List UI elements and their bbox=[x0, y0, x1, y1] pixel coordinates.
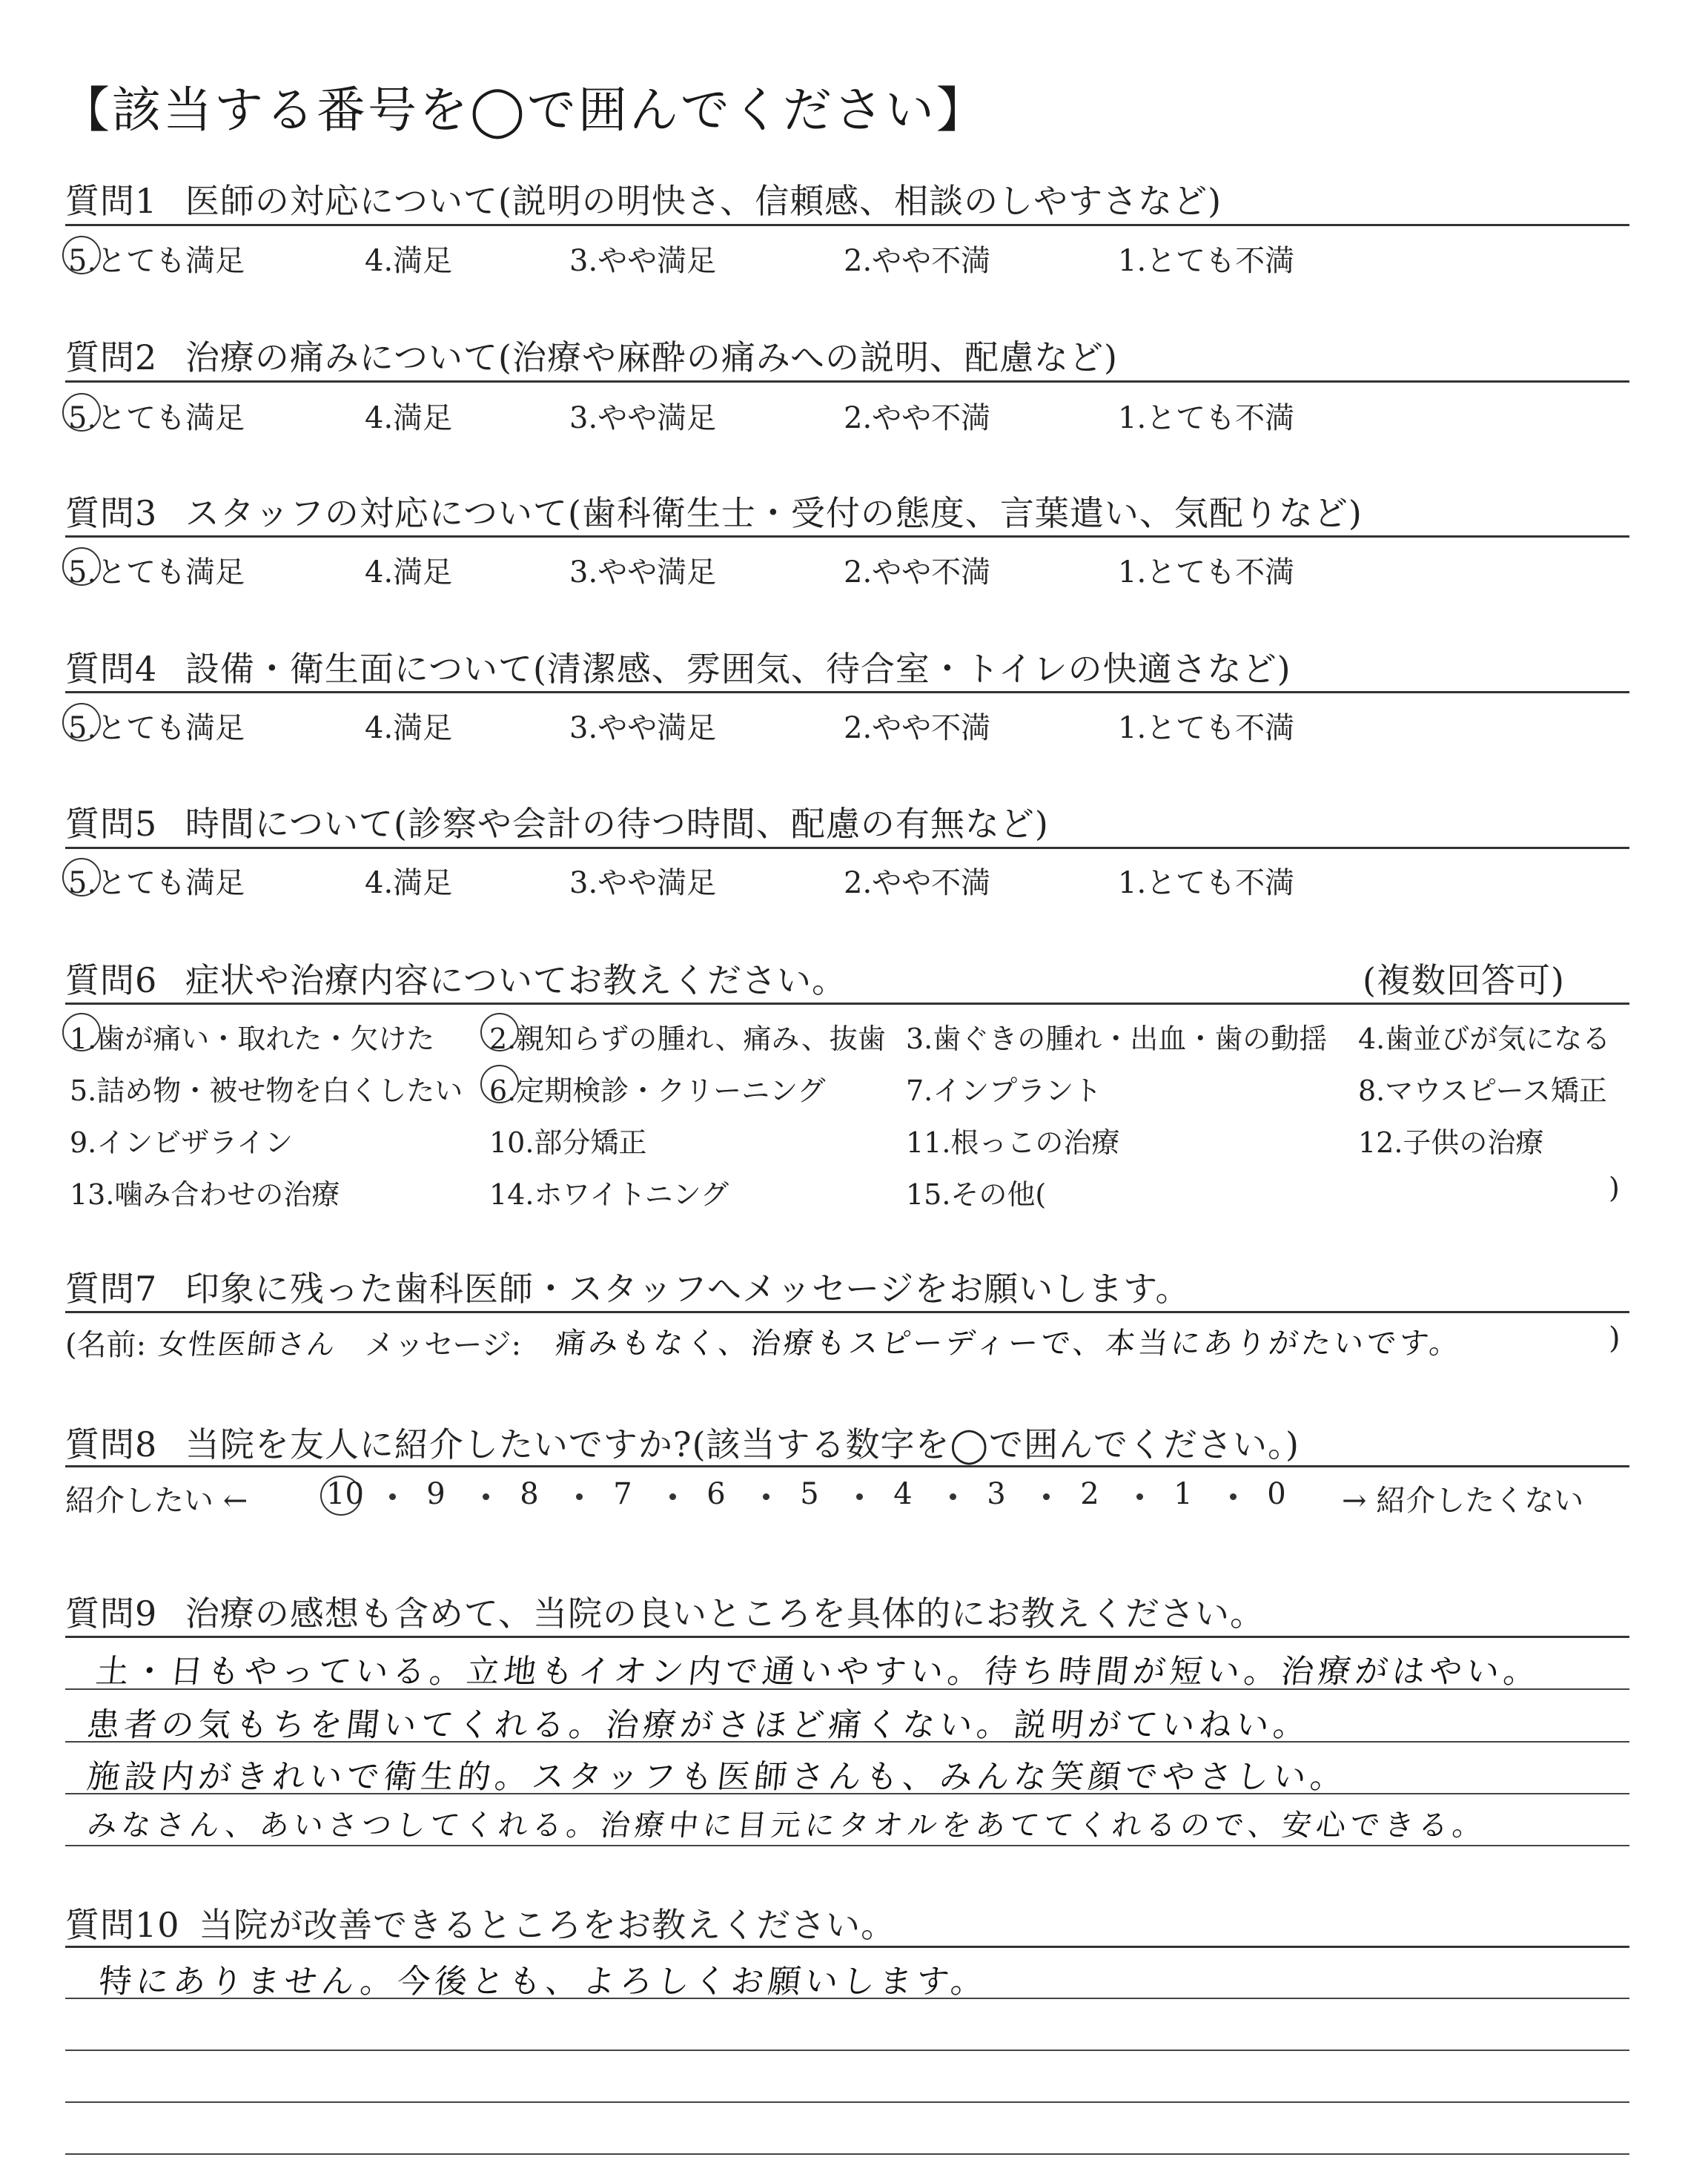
question-10-rule bbox=[65, 1946, 1629, 1948]
q6-option-12[interactable]: 12.子供の治療 bbox=[1358, 1126, 1544, 1159]
q1-option-4[interactable]: 4.満足 bbox=[365, 244, 453, 278]
q1-option-1[interactable]: 1.とても不満 bbox=[1118, 244, 1295, 278]
q8-scale-0[interactable]: 0 bbox=[1267, 1477, 1286, 1511]
q5-option-2[interactable]: 2.やや不満 bbox=[844, 866, 991, 900]
question-7-label: 質問7 bbox=[65, 1269, 158, 1309]
q2-option-4[interactable]: 4.満足 bbox=[365, 401, 453, 435]
q6-option-5[interactable]: 5.詰め物・被せ物を白くしたい bbox=[70, 1074, 463, 1107]
q6-option-14[interactable]: 14.ホワイトニング bbox=[489, 1178, 729, 1211]
q6-option-2[interactable]: 2.親知らずの腫れ、痛み、抜歯 bbox=[489, 1023, 886, 1055]
q8-scale-4[interactable]: 4 bbox=[893, 1477, 913, 1511]
q8-scale-8[interactable]: 8 bbox=[520, 1477, 539, 1511]
q8-scale-7[interactable]: 7 bbox=[613, 1477, 632, 1511]
question-3-text: スタッフの対応について(歯科衛生士・受付の態度、言葉遣い、気配りなど) bbox=[185, 493, 1363, 533]
q8-scale-separator bbox=[483, 1493, 489, 1500]
question-7-rule bbox=[65, 1311, 1629, 1313]
question-9-label: 質問9 bbox=[65, 1593, 158, 1634]
q6-option-1[interactable]: 1.歯が痛い・取れた・欠けた bbox=[70, 1023, 435, 1055]
q6-option-10[interactable]: 10.部分矯正 bbox=[489, 1126, 647, 1159]
q8-scale-9[interactable]: 9 bbox=[426, 1477, 446, 1511]
question-4-text: 設備・衛生面について(清潔感、雰囲気、待合室・トイレの快適さなど) bbox=[185, 649, 1291, 689]
q2-option-3[interactable]: 3.やや満足 bbox=[569, 401, 717, 435]
q6-option-8[interactable]: 8.マウスピース矯正 bbox=[1358, 1074, 1607, 1107]
q8-scale-6[interactable]: 6 bbox=[706, 1477, 726, 1511]
question-7-heading bbox=[65, 1262, 1191, 1311]
q3-option-1[interactable]: 1.とても不満 bbox=[1118, 555, 1295, 589]
question-3-rule bbox=[65, 535, 1629, 538]
q3-option-3[interactable]: 3.やや満足 bbox=[569, 555, 717, 589]
q7-message-label: メッセージ: bbox=[365, 1328, 522, 1362]
q6-option-4[interactable]: 4.歯並びが気になる bbox=[1358, 1023, 1611, 1055]
q9-answer-line-4[interactable]: みなさん、あいさつしてくれる。治療中に目元にタオルをあててくれるので、安心できる。 bbox=[85, 1809, 1489, 1843]
q6-option-9[interactable]: 9.インビザライン bbox=[70, 1126, 294, 1159]
q5-option-5[interactable]: 5.とても満足 bbox=[68, 866, 245, 900]
q5-option-4[interactable]: 4.満足 bbox=[365, 866, 453, 900]
question-9-heading bbox=[65, 1587, 1265, 1636]
question-1-label: 質問1 bbox=[65, 181, 158, 221]
q9-line-4 bbox=[65, 1845, 1629, 1846]
question-8-heading bbox=[65, 1418, 1300, 1467]
q7-name-label: (名前: bbox=[65, 1328, 147, 1362]
question-9-text: 治療の感想も含めて、当院の良いところを具体的にお教えください。 bbox=[185, 1593, 1265, 1634]
q1-option-2[interactable]: 2.やや不満 bbox=[844, 244, 991, 278]
q6-option-6[interactable]: 6.定期検診・クリーニング bbox=[489, 1074, 826, 1107]
q8-left-label: 紹介したい ← bbox=[65, 1484, 248, 1518]
question-1-text: 医師の対応について(説明の明快さ、信頼感、相談のしやすさなど) bbox=[185, 181, 1222, 221]
q10-line-2 bbox=[65, 2050, 1629, 2051]
q8-scale-5[interactable]: 5 bbox=[800, 1477, 819, 1511]
question-10-text: 当院が改善できるところをお教えください。 bbox=[199, 1905, 896, 1945]
question-6-label: 質問6 bbox=[65, 960, 158, 1000]
q6-option-7[interactable]: 7.インプラント bbox=[906, 1074, 1102, 1107]
q7-name-value[interactable]: 女性医師さん bbox=[156, 1328, 338, 1361]
question-8-text: 当院を友人に紹介したいですか?(該当する数字を◯で囲んでください。) bbox=[185, 1424, 1300, 1464]
question-3-heading bbox=[65, 486, 1363, 535]
question-1-heading bbox=[65, 174, 1222, 223]
question-7-text: 印象に残った歯科医師・スタッフへメッセージをお願いします。 bbox=[185, 1269, 1191, 1309]
question-4-heading bbox=[65, 642, 1291, 691]
question-10-heading bbox=[65, 1898, 896, 1947]
question-6-text: 症状や治療内容についてお教えください。 bbox=[185, 960, 847, 1000]
q8-scale-1[interactable]: 1 bbox=[1174, 1477, 1193, 1511]
q3-option-2[interactable]: 2.やや不満 bbox=[844, 555, 991, 589]
q4-option-3[interactable]: 3.やや満足 bbox=[569, 711, 717, 745]
question-4-rule bbox=[65, 691, 1629, 693]
q8-scale-separator bbox=[669, 1493, 676, 1500]
q9-answer-line-3[interactable]: 施設内がきれいで衛生的。スタッフも医師さんも、みんな笑顔でやさしい。 bbox=[85, 1758, 1350, 1796]
q8-right-label: → 紹介したくない bbox=[1342, 1484, 1584, 1518]
question-5-heading bbox=[65, 797, 1049, 846]
question-9-rule bbox=[65, 1636, 1629, 1638]
question-8-label: 質問8 bbox=[65, 1424, 158, 1464]
q3-option-4[interactable]: 4.満足 bbox=[365, 555, 453, 589]
q3-option-5[interactable]: 5.とても満足 bbox=[68, 555, 245, 589]
q6-option-11[interactable]: 11.根っこの治療 bbox=[906, 1126, 1120, 1159]
q8-scale-separator bbox=[1043, 1493, 1050, 1500]
question-2-heading bbox=[65, 331, 1118, 380]
question-1-rule bbox=[65, 224, 1629, 226]
q10-answer-line-1[interactable]: 特にありません。今後とも、よろしくお願いします。 bbox=[96, 1963, 990, 2001]
q5-option-1[interactable]: 1.とても不満 bbox=[1118, 866, 1295, 900]
q9-answer-line-1[interactable]: 土・日もやっている。立地もイオン内で通いやすい。待ち時間が短い。治療がはやい。 bbox=[93, 1653, 1543, 1691]
q10-line-4 bbox=[65, 2153, 1629, 2155]
q8-scale-separator bbox=[1230, 1493, 1237, 1500]
question-2-rule bbox=[65, 380, 1629, 383]
q10-line-3 bbox=[65, 2101, 1629, 2103]
question-5-label: 質問5 bbox=[65, 804, 158, 844]
q7-message-value[interactable]: 痛みもなく、治療もスピーディーで、本当にありがたいです。 bbox=[554, 1327, 1464, 1361]
q2-option-5[interactable]: 5.とても満足 bbox=[68, 401, 245, 435]
q9-answer-line-2[interactable]: 患者の気もちを聞いてくれる。治療がさほど痛くない。説明がていねい。 bbox=[85, 1706, 1313, 1744]
question-10-label: 質問10 bbox=[65, 1905, 180, 1945]
q6-option-15-close: ) bbox=[1609, 1172, 1620, 1204]
q8-scale-separator bbox=[1136, 1493, 1143, 1500]
q8-scale-separator bbox=[856, 1493, 863, 1500]
q6-option-15[interactable]: 15.その他( bbox=[906, 1178, 1047, 1211]
q4-option-5[interactable]: 5.とても満足 bbox=[68, 711, 245, 745]
q7-close: ) bbox=[1609, 1321, 1621, 1355]
q2-option-2[interactable]: 2.やや不満 bbox=[844, 401, 991, 435]
q1-option-3[interactable]: 3.やや満足 bbox=[569, 244, 717, 278]
q8-scale-2[interactable]: 2 bbox=[1080, 1477, 1099, 1511]
q8-scale-separator bbox=[576, 1493, 583, 1500]
q8-scale-separator bbox=[763, 1493, 769, 1500]
question-2-text: 治療の痛みについて(治療や麻酔の痛みへの説明、配慮など) bbox=[185, 337, 1118, 377]
q8-scale-10[interactable]: 10 bbox=[326, 1477, 364, 1511]
question-5-rule bbox=[65, 847, 1629, 849]
q1-option-5[interactable]: 5.とても満足 bbox=[68, 244, 245, 278]
q4-option-4[interactable]: 4.満足 bbox=[365, 711, 453, 745]
question-8-rule bbox=[65, 1465, 1629, 1467]
question-2-label: 質問2 bbox=[65, 337, 158, 377]
q8-scale-3[interactable]: 3 bbox=[987, 1477, 1006, 1511]
q6-option-13[interactable]: 13.噛み合わせの治療 bbox=[70, 1178, 340, 1211]
question-6-rule bbox=[65, 1003, 1629, 1005]
question-6-heading bbox=[65, 954, 847, 1003]
q4-option-1[interactable]: 1.とても不満 bbox=[1118, 711, 1295, 745]
q2-option-1[interactable]: 1.とても不満 bbox=[1118, 401, 1295, 435]
q8-scale-separator bbox=[950, 1493, 956, 1500]
question-6-note: (複数回答可) bbox=[1363, 960, 1565, 1000]
q8-scale-separator bbox=[389, 1493, 396, 1500]
q5-option-3[interactable]: 3.やや満足 bbox=[569, 866, 717, 900]
question-4-label: 質問4 bbox=[65, 649, 158, 689]
question-5-text: 時間について(診察や会計の待つ時間、配慮の有無など) bbox=[185, 804, 1049, 844]
page-title: 【該当する番号を◯で囲んでください】 bbox=[61, 82, 987, 139]
q6-option-3[interactable]: 3.歯ぐきの腫れ・出血・歯の動揺 bbox=[906, 1023, 1328, 1055]
q4-option-2[interactable]: 2.やや不満 bbox=[844, 711, 991, 745]
question-3-label: 質問3 bbox=[65, 493, 158, 533]
